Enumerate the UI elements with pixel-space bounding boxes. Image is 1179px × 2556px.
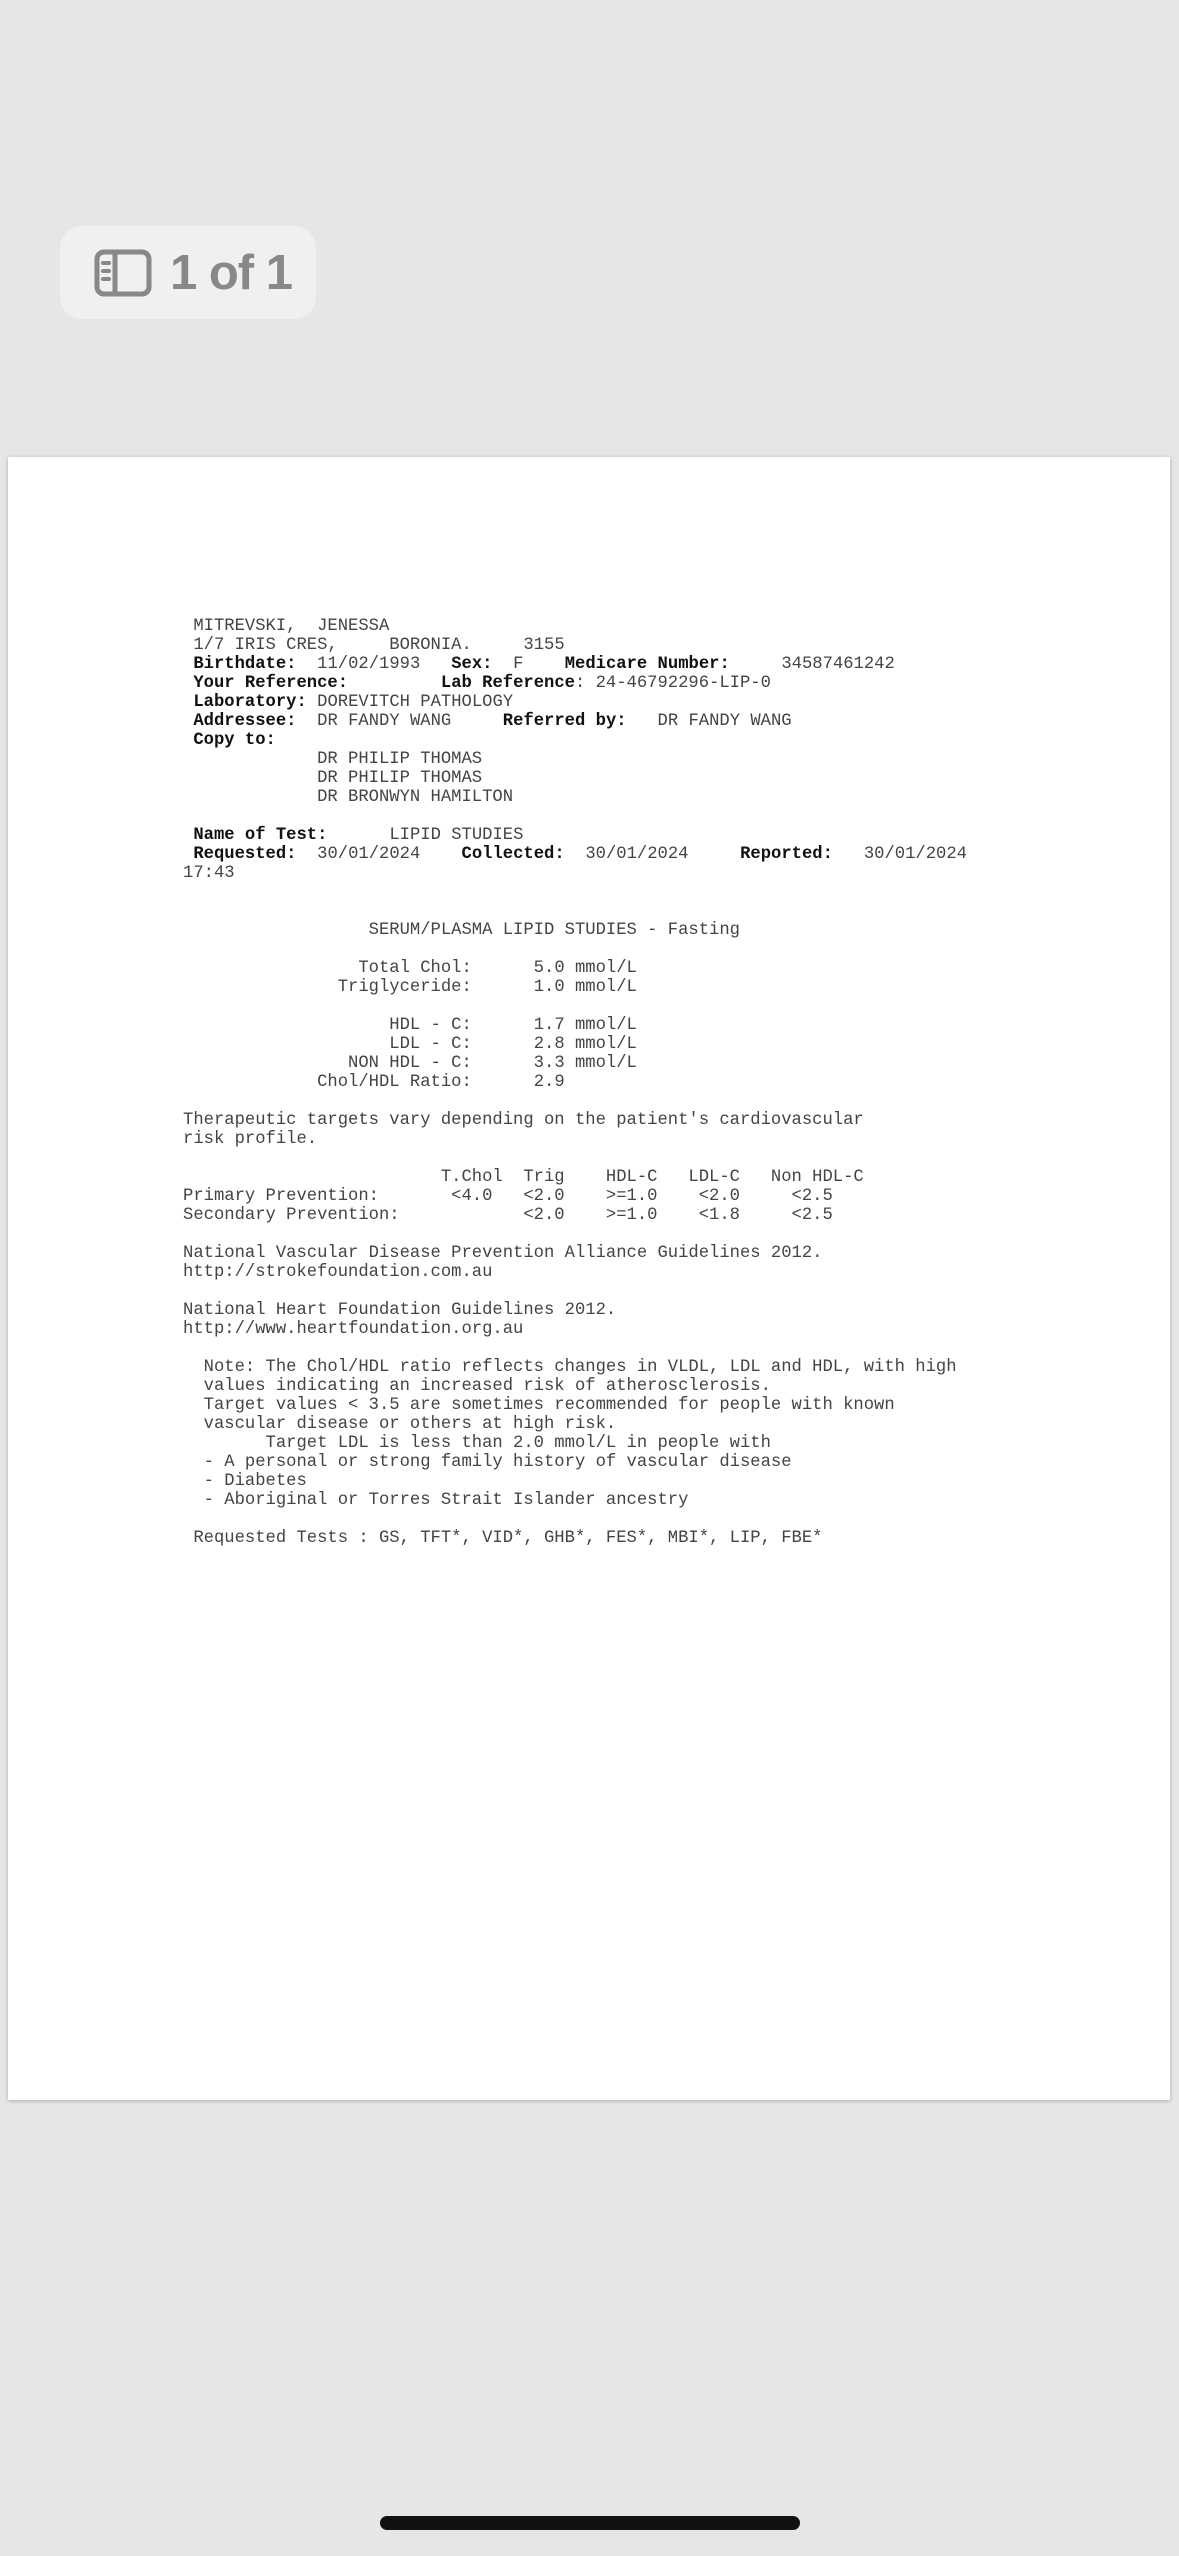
patient-address: 1/7 IRIS CRES, BORONIA. 3155 <box>193 636 565 655</box>
copy-to-label: Copy to: <box>193 731 276 750</box>
lab-reference-value: : 24-46792296-LIP-0 <box>574 674 771 693</box>
addressee-value: DR FANDY WANG <box>317 712 452 731</box>
copy-to-doctor: DR PHILIP THOMAS <box>317 750 483 769</box>
guideline-text: National Vascular Disease Prevention Alliance Guidelines 2012. <box>183 1244 823 1263</box>
laboratory-label: Laboratory: <box>193 693 307 712</box>
birthdate-value: 11/02/1993 <box>317 655 421 674</box>
section-title: SERUM/PLASMA LIPID STUDIES - Fasting <box>368 921 740 940</box>
guideline-link: http://www.heartfoundation.org.au <box>183 1320 524 1339</box>
sidebar-icon <box>94 249 152 297</box>
note-line: vascular disease or others at high risk. <box>183 1415 617 1434</box>
note-line: - Aboriginal or Torres Strait Islander ancestry <box>183 1491 689 1510</box>
result-line: NON HDL - C: 3.3 mmol/L <box>348 1054 637 1073</box>
patient-name: MITREVSKI, JENESSA <box>193 617 390 636</box>
reported-label: Reported: <box>740 845 833 864</box>
note-line: Target values < 3.5 are sometimes recommended for people with known <box>183 1396 895 1415</box>
result-line: Triglyceride: 1.0 mmol/L <box>337 978 637 997</box>
referred-by-label: Referred by: <box>502 712 627 731</box>
page-indicator-text: 1 of 1 <box>170 245 292 300</box>
targets-header: T.Chol Trig HDL-C LDL-C Non HDL-C <box>183 1168 864 1187</box>
home-indicator[interactable] <box>380 2516 800 2530</box>
note-line: - Diabetes <box>183 1472 307 1491</box>
pathology-report <box>183 617 967 1548</box>
targets-row: Secondary Prevention: <2.0 >=1.0 <1.8 <2.5 <box>183 1206 833 1225</box>
sex-value: F <box>513 655 524 674</box>
note-line: Note: The Chol/HDL ratio reflects changes in VLDL, LDL and HDL, with high <box>183 1358 957 1377</box>
test-name-value: LIPID STUDIES <box>389 826 524 845</box>
therapeutic-text: risk profile. <box>183 1130 318 1149</box>
guideline-text: National Heart Foundation Guidelines 2012. <box>183 1301 617 1320</box>
copy-to-doctor: DR BRONWYN HAMILTON <box>317 788 514 807</box>
addressee-label: Addressee: <box>193 712 297 731</box>
sex-label: Sex: <box>451 655 493 674</box>
laboratory-value: DOREVITCH PATHOLOGY <box>317 693 514 712</box>
medicare-value: 34587461242 <box>781 655 895 674</box>
note-line: Target LDL is less than 2.0 mmol/L in people with <box>183 1434 771 1453</box>
copy-to-doctor: DR PHILIP THOMAS <box>317 769 483 788</box>
requested-date: 30/01/2024 <box>317 845 421 864</box>
requested-tests: Requested Tests : GS, TFT*, VID*, GHB*, FES*, MBI*, LIP, FBE* <box>183 1529 823 1548</box>
result-line: HDL - C: 1.7 mmol/L <box>389 1016 637 1035</box>
result-line: Total Chol: 5.0 mmol/L <box>358 959 637 978</box>
result-line: Chol/HDL Ratio: 2.9 <box>317 1073 565 1092</box>
lab-reference-label: Lab Reference <box>440 674 575 693</box>
birthdate-label: Birthdate: <box>193 655 297 674</box>
targets-row: Primary Prevention: <4.0 <2.0 >=1.0 <2.0 <2.5 <box>183 1187 833 1206</box>
note-line: values indicating an increased risk of atherosclerosis. <box>183 1377 771 1396</box>
page-indicator-button[interactable] <box>60 226 316 319</box>
reported-time: 17:43 <box>183 864 235 883</box>
collected-label: Collected: <box>461 845 565 864</box>
collected-date: 30/01/2024 <box>585 845 689 864</box>
reported-date: 30/01/2024 <box>863 845 968 864</box>
requested-label: Requested: <box>193 845 297 864</box>
your-reference-label: Your Reference: <box>193 674 349 693</box>
note-line: - A personal or strong family history of vascular disease <box>183 1453 792 1472</box>
test-name-label: Name of Test: <box>193 826 328 845</box>
therapeutic-text: Therapeutic targets vary depending on the patient's cardiovascular <box>183 1111 864 1130</box>
guideline-link: http://strokefoundation.com.au <box>183 1263 493 1282</box>
medicare-label: Medicare Number: <box>564 655 730 674</box>
referred-by-value: DR FANDY WANG <box>657 712 792 731</box>
result-line: LDL - C: 2.8 mmol/L <box>389 1035 637 1054</box>
